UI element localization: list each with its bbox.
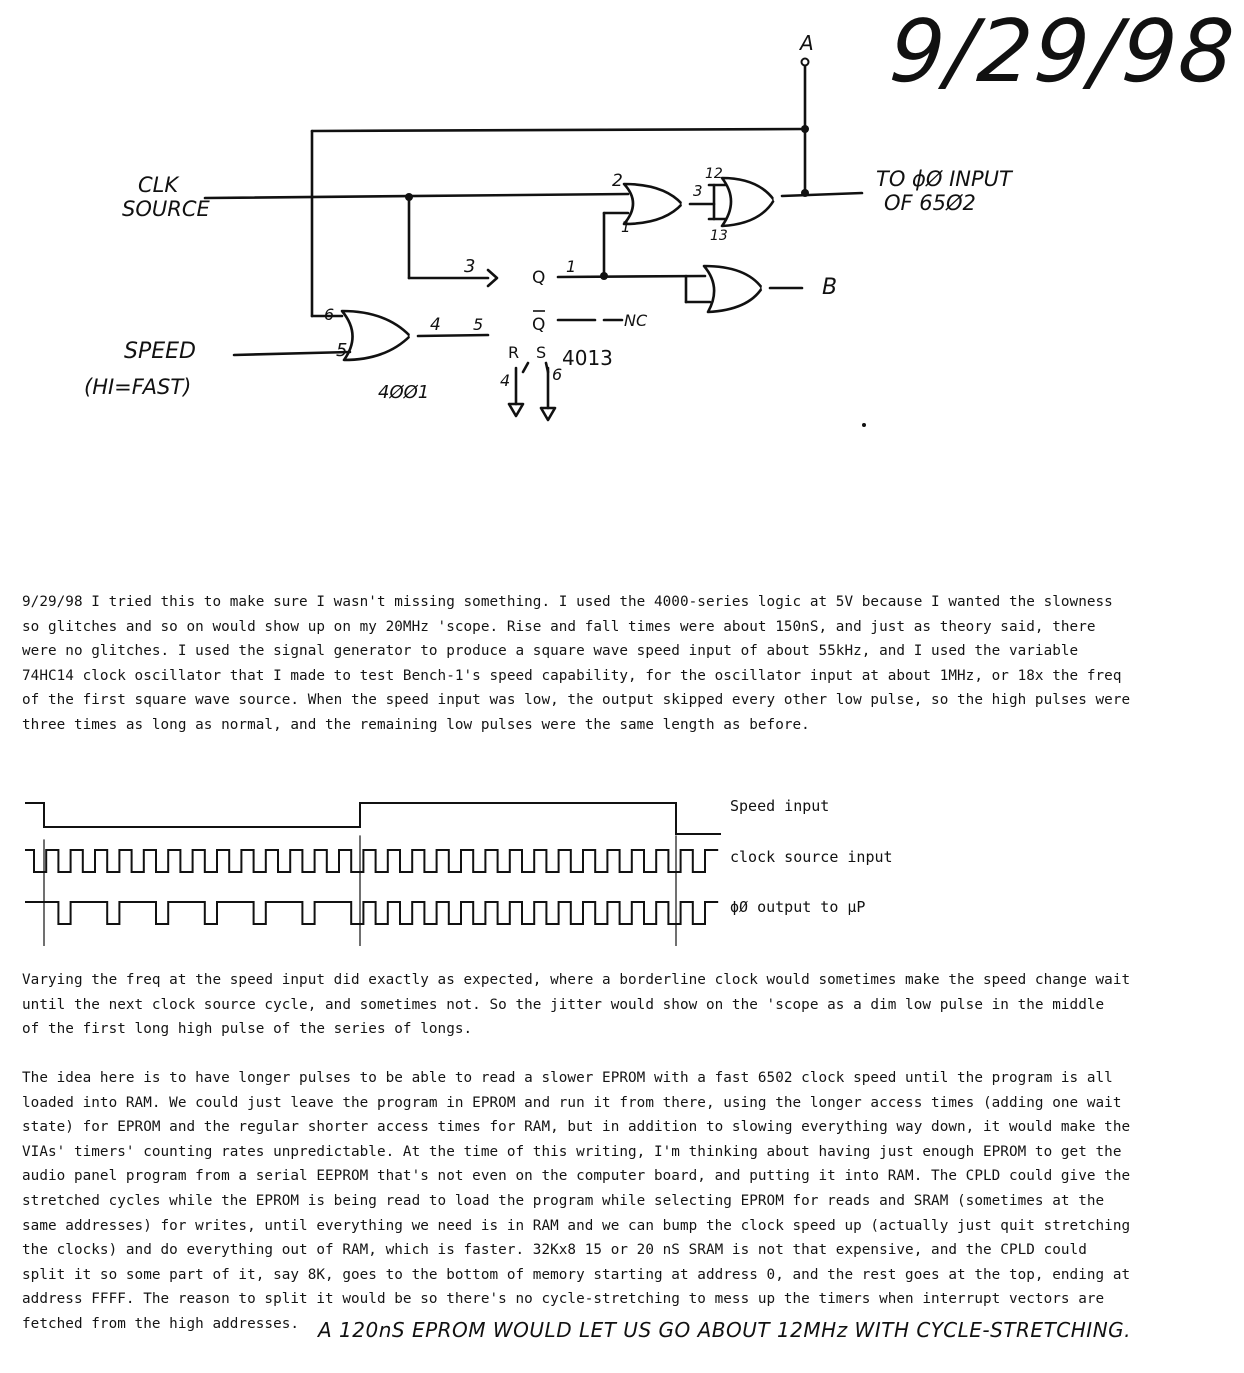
nc-label: NC [624, 311, 648, 330]
node-a-label: A [800, 31, 814, 55]
ff-clk-pin: 3 [464, 256, 476, 277]
clk-label-2: SOURCE [122, 197, 210, 221]
output-note-2: OF 65Ø2 [884, 191, 976, 215]
gate2-pin-3: 3 [693, 182, 703, 200]
handwritten-eprom-note: A 120nS EPROM WOULD LET US GO ABOUT 12MHz WITH CYCLE-STRETCHING. [318, 1318, 1132, 1342]
speed-waveform [26, 803, 720, 834]
flipflop-chip-label: 4013 [562, 346, 613, 370]
paragraph-jitter: Varying the freq at the speed input did exactly as expected, where a borderline clock would sometimes make the speed change wait until the next clock source cycle, and sometimes not. So the jitter would show on the 'scope as a dim low pulse in the middle of the first long high pulse of the series of longs. [22, 972, 1131, 1038]
phi-output-label: ϕØ output to µP [730, 898, 866, 916]
gate3-pin-12: 12 [705, 166, 723, 182]
gate3-pin-13: 13 [710, 228, 728, 244]
ff-qbar-label: Q [532, 315, 546, 335]
timing-diagram [20, 796, 760, 946]
ff-r-label: R [508, 343, 520, 362]
gate2-pin-1: 1 [621, 218, 631, 236]
phi-waveform [26, 902, 717, 924]
ff-q-pin: 1 [566, 257, 577, 276]
clock-waveform [26, 850, 717, 872]
logic-schematic [0, 0, 1244, 440]
ff-q-label: Q [532, 268, 546, 288]
ff-s-label: S [536, 343, 547, 362]
ff-s-pin: 6 [552, 365, 563, 384]
speed-label-2: (HI=FAST) [84, 375, 192, 399]
gate2-pin-2: 2 [612, 171, 623, 191]
nor-pin-6: 6 [324, 305, 335, 324]
node-b-label: B [822, 275, 838, 300]
handwritten-date: 9/29/98 [886, 2, 1240, 102]
paragraph-experiment: 9/29/98 I tried this to make sure I wasn't missing something. I used the 4000-series logic at 5V because I wanted the slowness so glitches and so on would show up on my 20MHz 'scope. Rise and fall times were about 150nS, and just as theory said, there were no glitches. I used the signal generator to produce a square wave speed input of about 55kHz, and I used the variable 74HC14 clock oscillator that I made to test Bench-1's speed capability, for the oscillator input at about 1MHz, or 18x the freq of the first square wave source. When the speed input was low, the output skipped every other low pulse, so the high pulses were three times as long as normal, and the remaining low pulses were the same length as before. [22, 594, 1131, 733]
speed-label-1: SPEED [124, 339, 196, 364]
speed-input-label: Speed input [730, 797, 830, 815]
ff-d-pin: 5 [473, 315, 484, 334]
paragraph-eprom-idea: The idea here is to have longer pulses to be able to read a slower EPROM with a fast 6502 clock speed until the program is all loaded into RAM. We could just leave the program in EPROM and run it from there, using the longer access times (adding one wait state) for EPROM and the regular shorter access times for RAM, but in addition to slowing everything way down, it would make the VIAs' timers' counting rates unpredictable. At the time of this writing, I'm thinking about having just enough EPROM to get the audio panel program from a serial EEPROM that's not even on the computer board, and putting it into RAM. The CPLD could give the stretched cycles while the EPROM is being read to load the program while selecting EPROM for reads and SRAM (sometimes at the same addresses) for writes, until everything we need is in RAM and we can bump the clock speed up (actually just quit stretching the clocks) and do everything out of RAM, which is faster. 32Kx8 15 or 20 nS SRAM is not that expensive, and the CPLD could split it so some part of it, say 8K, goes to the bottom of memory starting at address 0, and the rest goes at the top, ending at address FFFF. The reason to split it would be so there's no cycle-stretching to mess up the timers when interrupt vectors are fetched from the high addresses. [22, 1070, 1131, 1332]
nor-chip-label: 4ØØ1 [378, 382, 430, 403]
ff-r-pin: 4 [500, 371, 511, 390]
clock-source-label: clock source input [730, 848, 893, 866]
clk-label-1: CLK [138, 173, 179, 197]
nor-pin-5: 5 [336, 340, 348, 361]
nor-pin-4: 4 [430, 315, 441, 335]
output-note-1: TO ϕØ INPUT [876, 167, 1012, 191]
